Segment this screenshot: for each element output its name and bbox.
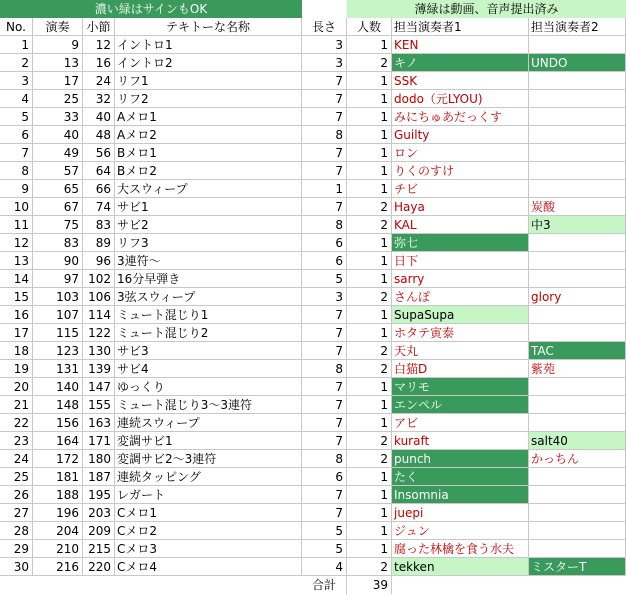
cell-no[interactable]: 30	[0, 558, 33, 576]
cell-section-name[interactable]: Aメロ2	[115, 126, 302, 144]
cell-end-bar[interactable]: 122	[83, 324, 115, 342]
cell-player2[interactable]	[529, 180, 626, 198]
cell-player2[interactable]	[529, 126, 626, 144]
cell-start-bar[interactable]: 172	[33, 450, 83, 468]
table-row	[0, 234, 626, 252]
cell-no[interactable]: 1	[0, 36, 33, 54]
cell-player-count[interactable]: 1	[347, 540, 392, 558]
cell-no[interactable]: 28	[0, 522, 33, 540]
cell-end-bar[interactable]: 114	[83, 306, 115, 324]
cell-start-bar[interactable]: 181	[33, 468, 83, 486]
cell-section-name[interactable]: サビ2	[115, 216, 302, 234]
cell-start-bar[interactable]: 107	[33, 306, 83, 324]
column-header-row	[0, 18, 626, 36]
cell-end-bar[interactable]: 130	[83, 342, 115, 360]
cell-section-name[interactable]: Aメロ1	[115, 108, 302, 126]
cell-section-name[interactable]: 3弦スウィープ	[115, 288, 302, 306]
cell-length[interactable]: 7	[302, 432, 347, 450]
cell-player1[interactable]: tekken	[392, 558, 529, 576]
cell-start-bar[interactable]: 156	[33, 414, 83, 432]
cell-player2[interactable]	[529, 540, 626, 558]
table-row	[0, 504, 626, 522]
cell-player1[interactable]: 天丸	[392, 342, 529, 360]
cell-no[interactable]: 26	[0, 486, 33, 504]
cell-end-bar[interactable]: 96	[83, 252, 115, 270]
cell-player-count[interactable]: 1	[347, 270, 392, 288]
cell-length[interactable]: 7	[302, 72, 347, 90]
cell-player1[interactable]: KAL	[392, 216, 529, 234]
cell-length[interactable]: 5	[302, 522, 347, 540]
cell-end-bar[interactable]: 139	[83, 360, 115, 378]
cell-player-count[interactable]: 1	[347, 36, 392, 54]
col-header-count[interactable]: 人数	[347, 18, 392, 36]
cell-length[interactable]: 3	[302, 36, 347, 54]
cell-end-bar[interactable]: 83	[83, 216, 115, 234]
cell-length[interactable]: 8	[302, 360, 347, 378]
col-header-start[interactable]: 演奏	[33, 18, 83, 36]
cell-no[interactable]: 2	[0, 54, 33, 72]
cell-start-bar[interactable]: 148	[33, 396, 83, 414]
cell-player-count[interactable]: 2	[347, 450, 392, 468]
cell-start-bar[interactable]: 13	[33, 54, 83, 72]
cell-player-count[interactable]: 1	[347, 126, 392, 144]
cell-section-name[interactable]: ミュート混じり3～3連符	[115, 396, 302, 414]
cell-start-bar[interactable]: 123	[33, 342, 83, 360]
cell-no[interactable]: 7	[0, 144, 33, 162]
table-row	[0, 180, 626, 198]
cell-player2[interactable]: salt40	[529, 432, 626, 450]
cell-length[interactable]: 8	[302, 216, 347, 234]
cell-length[interactable]: 7	[302, 504, 347, 522]
cell-player-count[interactable]: 1	[347, 252, 392, 270]
cell-no[interactable]: 6	[0, 126, 33, 144]
cell-player1[interactable]: SupaSupa	[392, 306, 529, 324]
cell-section-name[interactable]: Bメロ2	[115, 162, 302, 180]
cell-player1[interactable]: juepi	[392, 504, 529, 522]
table-row	[0, 378, 626, 396]
cell-start-bar[interactable]: 65	[33, 180, 83, 198]
cell-player-count[interactable]: 1	[347, 180, 392, 198]
cell-start-bar[interactable]: 90	[33, 252, 83, 270]
cell-end-bar[interactable]: 171	[83, 432, 115, 450]
cell-end-bar[interactable]: 56	[83, 144, 115, 162]
table-row	[0, 414, 626, 432]
table-row	[0, 558, 626, 576]
cell-length[interactable]: 7	[302, 90, 347, 108]
total-value[interactable]: 39	[347, 576, 392, 594]
cell-start-bar[interactable]: 216	[33, 558, 83, 576]
cell-section-name[interactable]: Cメロ2	[115, 522, 302, 540]
cell-start-bar[interactable]: 40	[33, 126, 83, 144]
cell-player2[interactable]	[529, 270, 626, 288]
cell-end-bar[interactable]: 16	[83, 54, 115, 72]
cell-player2[interactable]: 紫苑	[529, 360, 626, 378]
cell-section-name[interactable]: 連続スウィープ	[115, 414, 302, 432]
table-row	[0, 468, 626, 486]
cell-player1[interactable]: みにちゅあだっくす	[392, 108, 529, 126]
cell-player1[interactable]: りくのすけ	[392, 162, 529, 180]
cell-player2[interactable]	[529, 162, 626, 180]
cell-player1[interactable]: ホタテ寅泰	[392, 324, 529, 342]
table-row	[0, 54, 626, 72]
cell-start-bar[interactable]: 67	[33, 198, 83, 216]
cell-section-name[interactable]: レガート	[115, 486, 302, 504]
cell-player-count[interactable]: 1	[347, 522, 392, 540]
cell-start-bar[interactable]: 115	[33, 324, 83, 342]
cell-section-name[interactable]: Cメロ4	[115, 558, 302, 576]
cell-end-bar[interactable]: 203	[83, 504, 115, 522]
table-row	[0, 108, 626, 126]
col-header-player2[interactable]: 担当演奏者2	[529, 18, 626, 36]
cell-player-count[interactable]: 1	[347, 72, 392, 90]
cell-player2[interactable]	[529, 144, 626, 162]
table-row	[0, 144, 626, 162]
table-row	[0, 342, 626, 360]
cell-player-count[interactable]: 1	[347, 378, 392, 396]
cell-player2[interactable]	[529, 234, 626, 252]
cell-length[interactable]: 7	[302, 144, 347, 162]
cell-player2[interactable]	[529, 90, 626, 108]
cell-no[interactable]: 23	[0, 432, 33, 450]
light-green-legend: 薄緑は動画、音声提出済み	[347, 0, 626, 18]
cell-no[interactable]: 10	[0, 198, 33, 216]
cell-no[interactable]: 19	[0, 360, 33, 378]
cell-player1[interactable]: さんぽ	[392, 288, 529, 306]
cell-no[interactable]: 16	[0, 306, 33, 324]
table-row	[0, 432, 626, 450]
col-header-end[interactable]: 小節	[83, 18, 115, 36]
cell-player-count[interactable]: 1	[347, 108, 392, 126]
table-row	[0, 306, 626, 324]
cell-player1[interactable]: エンペル	[392, 396, 529, 414]
cell-player1[interactable]: アビ	[392, 414, 529, 432]
cell-start-bar[interactable]: 188	[33, 486, 83, 504]
cell-player-count[interactable]: 1	[347, 324, 392, 342]
cell-player-count[interactable]: 2	[347, 288, 392, 306]
cell-section-name[interactable]: ミュート混じり1	[115, 306, 302, 324]
cell-end-bar[interactable]: 24	[83, 72, 115, 90]
cell-end-bar[interactable]: 215	[83, 540, 115, 558]
cell-section-name[interactable]: ミュート混じり2	[115, 324, 302, 342]
cell-end-bar[interactable]: 106	[83, 288, 115, 306]
cell-player1[interactable]: sarry	[392, 270, 529, 288]
cell-no[interactable]: 4	[0, 90, 33, 108]
cell-section-name[interactable]: 16分早弾き	[115, 270, 302, 288]
cell-section-name[interactable]: Bメロ1	[115, 144, 302, 162]
cell-no[interactable]: 21	[0, 396, 33, 414]
cell-player1[interactable]: Guilty	[392, 126, 529, 144]
cell-section-name[interactable]: 変調サビ1	[115, 432, 302, 450]
cell-length[interactable]: 3	[302, 54, 347, 72]
col-header-no[interactable]: No.	[0, 18, 33, 36]
cell-player-count[interactable]: 2	[347, 558, 392, 576]
table-row	[0, 486, 626, 504]
col-header-player1[interactable]: 担当演奏者1	[392, 18, 529, 36]
cell-player-count[interactable]: 2	[347, 360, 392, 378]
cell-no[interactable]: 24	[0, 450, 33, 468]
cell-no[interactable]: 17	[0, 324, 33, 342]
cell-player2[interactable]	[529, 36, 626, 54]
cell-end-bar[interactable]: 32	[83, 90, 115, 108]
cell-end-bar[interactable]: 40	[83, 108, 115, 126]
cell-section-name[interactable]: サビ4	[115, 360, 302, 378]
cell-no[interactable]: 13	[0, 252, 33, 270]
cell-length[interactable]: 7	[302, 486, 347, 504]
cell-length[interactable]: 6	[302, 252, 347, 270]
table-row	[0, 216, 626, 234]
cell-player2[interactable]	[529, 324, 626, 342]
cell-section-name[interactable]: 変調サビ2～3連符	[115, 450, 302, 468]
cell-player2[interactable]	[529, 108, 626, 126]
cell-end-bar[interactable]: 48	[83, 126, 115, 144]
cell-end-bar[interactable]: 163	[83, 414, 115, 432]
cell-section-name[interactable]: ゆっくり	[115, 378, 302, 396]
cell-player1[interactable]: SSK	[392, 72, 529, 90]
table-row	[0, 36, 626, 54]
cell-end-bar[interactable]: 102	[83, 270, 115, 288]
cell-length[interactable]: 5	[302, 540, 347, 558]
cell-player1[interactable]: KEN	[392, 36, 529, 54]
cell-length[interactable]: 7	[302, 108, 347, 126]
cell-length[interactable]: 6	[302, 234, 347, 252]
cell-player-count[interactable]: 1	[347, 144, 392, 162]
cell-no[interactable]: 27	[0, 504, 33, 522]
table-row	[0, 162, 626, 180]
cell-no[interactable]: 12	[0, 234, 33, 252]
cell-player1[interactable]: たく	[392, 468, 529, 486]
cell-player1[interactable]: ロン	[392, 144, 529, 162]
cell-player-count[interactable]: 1	[347, 306, 392, 324]
cell-player-count[interactable]: 1	[347, 396, 392, 414]
cell-no[interactable]: 3	[0, 72, 33, 90]
cell-no[interactable]: 14	[0, 270, 33, 288]
cell-player1[interactable]: dodo（元LYOU)	[392, 90, 529, 108]
cell-end-bar[interactable]: 187	[83, 468, 115, 486]
cell-player2[interactable]: ミスターT	[529, 558, 626, 576]
col-header-name[interactable]: テキトーな名称	[115, 18, 302, 36]
table-row	[0, 522, 626, 540]
cell-start-bar[interactable]: 33	[33, 108, 83, 126]
table-row	[0, 90, 626, 108]
cell-section-name[interactable]: リフ2	[115, 90, 302, 108]
cell-length[interactable]: 8	[302, 450, 347, 468]
cell-player2[interactable]: TAC	[529, 342, 626, 360]
cell-player2[interactable]	[529, 504, 626, 522]
cell-end-bar[interactable]: 147	[83, 378, 115, 396]
cell-start-bar[interactable]: 17	[33, 72, 83, 90]
table-row	[0, 270, 626, 288]
cell-length[interactable]: 7	[302, 324, 347, 342]
total-label[interactable]: 合計	[302, 576, 347, 594]
cell-player-count[interactable]: 2	[347, 198, 392, 216]
cell-start-bar[interactable]: 25	[33, 90, 83, 108]
cell-length[interactable]: 7	[302, 414, 347, 432]
cell-length[interactable]: 7	[302, 198, 347, 216]
total-row	[0, 576, 626, 594]
cell-no[interactable]: 18	[0, 342, 33, 360]
cell-player-count[interactable]: 1	[347, 504, 392, 522]
cell-end-bar[interactable]: 64	[83, 162, 115, 180]
cell-player-count[interactable]: 1	[347, 468, 392, 486]
cell-length[interactable]: 7	[302, 378, 347, 396]
cell-start-bar[interactable]: 83	[33, 234, 83, 252]
cell-player2[interactable]: 炭酸	[529, 198, 626, 216]
cell-player1[interactable]: 腐った林檎を食う水夫	[392, 540, 529, 558]
cell-no[interactable]: 25	[0, 468, 33, 486]
cell-start-bar[interactable]: 140	[33, 378, 83, 396]
cell-length[interactable]: 7	[302, 342, 347, 360]
table-row	[0, 198, 626, 216]
cell-player2[interactable]: UNDO	[529, 54, 626, 72]
cell-start-bar[interactable]: 204	[33, 522, 83, 540]
cell-section-name[interactable]: Cメロ3	[115, 540, 302, 558]
cell-end-bar[interactable]: 74	[83, 198, 115, 216]
cell-player2[interactable]	[529, 468, 626, 486]
table-row	[0, 360, 626, 378]
cell-player2[interactable]	[529, 252, 626, 270]
cell-section-name[interactable]: イントロ1	[115, 36, 302, 54]
cell-player2[interactable]	[529, 522, 626, 540]
cell-end-bar[interactable]: 155	[83, 396, 115, 414]
cell-end-bar[interactable]: 66	[83, 180, 115, 198]
cell-start-bar[interactable]: 210	[33, 540, 83, 558]
cell-player-count[interactable]: 1	[347, 486, 392, 504]
cell-end-bar[interactable]: 209	[83, 522, 115, 540]
cell-start-bar[interactable]: 97	[33, 270, 83, 288]
table-row	[0, 252, 626, 270]
cell-start-bar[interactable]: 57	[33, 162, 83, 180]
dark-green-legend: 濃い緑はサインもOK	[0, 0, 302, 18]
cell-start-bar[interactable]: 9	[33, 36, 83, 54]
cell-start-bar[interactable]: 131	[33, 360, 83, 378]
cell-length[interactable]: 8	[302, 126, 347, 144]
cell-length[interactable]: 5	[302, 270, 347, 288]
cell-player1[interactable]: ジュン	[392, 522, 529, 540]
cell-start-bar[interactable]: 75	[33, 216, 83, 234]
cell-section-name[interactable]: リフ1	[115, 72, 302, 90]
table-row	[0, 450, 626, 468]
cell-player2[interactable]	[529, 378, 626, 396]
cell-start-bar[interactable]: 196	[33, 504, 83, 522]
cell-end-bar[interactable]: 180	[83, 450, 115, 468]
col-header-length[interactable]: 長さ	[302, 18, 347, 36]
cell-section-name[interactable]: Cメロ1	[115, 504, 302, 522]
cell-no[interactable]: 15	[0, 288, 33, 306]
cell-player-count[interactable]: 1	[347, 234, 392, 252]
cell-player1[interactable]: チビ	[392, 180, 529, 198]
cell-no[interactable]: 29	[0, 540, 33, 558]
cell-player2[interactable]: glory	[529, 288, 626, 306]
cell-start-bar[interactable]: 164	[33, 432, 83, 450]
cell-player-count[interactable]: 1	[347, 90, 392, 108]
cell-player1[interactable]: マリモ	[392, 378, 529, 396]
cell-length[interactable]: 4	[302, 558, 347, 576]
cell-section-name[interactable]: サビ3	[115, 342, 302, 360]
cell-player1[interactable]: kuraft	[392, 432, 529, 450]
cell-player-count[interactable]: 2	[347, 54, 392, 72]
cell-section-name[interactable]: イントロ2	[115, 54, 302, 72]
cell-section-name[interactable]: 連続タッピング	[115, 468, 302, 486]
cell-no[interactable]: 20	[0, 378, 33, 396]
table-row	[0, 126, 626, 144]
cell-section-name[interactable]: 大スウィープ	[115, 180, 302, 198]
cell-length[interactable]: 7	[302, 396, 347, 414]
cell-length[interactable]: 7	[302, 162, 347, 180]
cell-player-count[interactable]: 2	[347, 342, 392, 360]
cell-player-count[interactable]: 1	[347, 162, 392, 180]
cell-player2[interactable]	[529, 72, 626, 90]
table-row	[0, 540, 626, 558]
table-row	[0, 288, 626, 306]
cell-end-bar[interactable]: 195	[83, 486, 115, 504]
cell-end-bar[interactable]: 12	[83, 36, 115, 54]
cell-section-name[interactable]: 3連符～	[115, 252, 302, 270]
cell-no[interactable]: 11	[0, 216, 33, 234]
cell-player1[interactable]: 白猫D	[392, 360, 529, 378]
cell-length[interactable]: 7	[302, 306, 347, 324]
cell-length[interactable]: 1	[302, 180, 347, 198]
cell-player1[interactable]: Insomnia	[392, 486, 529, 504]
cell-end-bar[interactable]: 220	[83, 558, 115, 576]
cell-player2[interactable]: かっちん	[529, 450, 626, 468]
table-row	[0, 324, 626, 342]
cell-player-count[interactable]: 1	[347, 414, 392, 432]
cell-length[interactable]: 3	[302, 288, 347, 306]
cell-player1[interactable]: punch	[392, 450, 529, 468]
table-row	[0, 396, 626, 414]
cell-no[interactable]: 9	[0, 180, 33, 198]
cell-player-count[interactable]: 2	[347, 432, 392, 450]
cell-section-name[interactable]: リフ3	[115, 234, 302, 252]
cell-player2[interactable]	[529, 306, 626, 324]
cell-player2[interactable]: 中3	[529, 216, 626, 234]
cell-player2[interactable]	[529, 396, 626, 414]
cell-start-bar[interactable]: 49	[33, 144, 83, 162]
cell-player1[interactable]: Haya	[392, 198, 529, 216]
table-row	[0, 72, 626, 90]
cell-player1[interactable]: 弥七	[392, 234, 529, 252]
cell-length[interactable]: 6	[302, 468, 347, 486]
cell-player-count[interactable]: 2	[347, 216, 392, 234]
cell-no[interactable]: 5	[0, 108, 33, 126]
cell-player1[interactable]: 日下	[392, 252, 529, 270]
cell-no[interactable]: 8	[0, 162, 33, 180]
cell-no[interactable]: 22	[0, 414, 33, 432]
cell-start-bar[interactable]: 103	[33, 288, 83, 306]
cell-section-name[interactable]: サビ1	[115, 198, 302, 216]
cell-player1[interactable]: キノ	[392, 54, 529, 72]
cell-player2[interactable]	[529, 414, 626, 432]
cell-end-bar[interactable]: 89	[83, 234, 115, 252]
cell-player2[interactable]	[529, 486, 626, 504]
